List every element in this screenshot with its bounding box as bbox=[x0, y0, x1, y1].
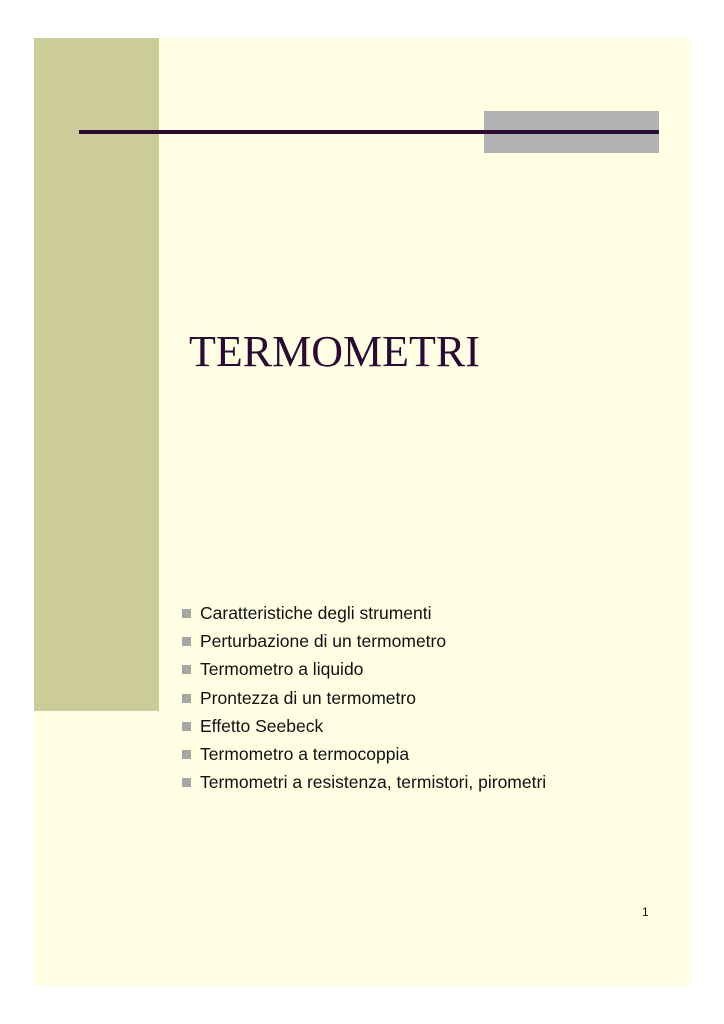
list-item-text: Prontezza di un termometro bbox=[200, 687, 416, 708]
square-bullet-icon bbox=[182, 637, 191, 646]
square-bullet-icon bbox=[182, 665, 191, 674]
slide-title: TERMOMETRI bbox=[189, 327, 480, 376]
list-item bbox=[182, 769, 546, 797]
list-item-text: Effetto Seebeck bbox=[200, 715, 324, 736]
square-bullet-icon bbox=[182, 778, 191, 787]
list-item bbox=[182, 712, 546, 740]
square-bullet-icon bbox=[182, 609, 191, 618]
list-item bbox=[182, 684, 546, 712]
title-rule bbox=[79, 130, 659, 134]
list-item-text: Caratteristiche degli strumenti bbox=[200, 602, 432, 623]
bullet-list bbox=[182, 599, 546, 797]
list-item bbox=[182, 599, 546, 627]
square-bullet-icon bbox=[182, 694, 191, 703]
list-item-text: Termometro a termocoppia bbox=[200, 744, 410, 765]
page-number: 1 bbox=[642, 905, 649, 919]
square-bullet-icon bbox=[182, 750, 191, 759]
square-bullet-icon bbox=[182, 722, 191, 731]
list-item-text: Termometri a resistenza, termistori, pirometri bbox=[200, 772, 547, 793]
slide bbox=[34, 38, 690, 986]
list-item-text: Termometro a liquido bbox=[200, 659, 364, 680]
side-band bbox=[34, 38, 159, 711]
list-item bbox=[182, 740, 546, 768]
list-item bbox=[182, 627, 546, 655]
list-item bbox=[182, 656, 546, 684]
list-item-text: Perturbazione di un termometro bbox=[200, 630, 447, 651]
